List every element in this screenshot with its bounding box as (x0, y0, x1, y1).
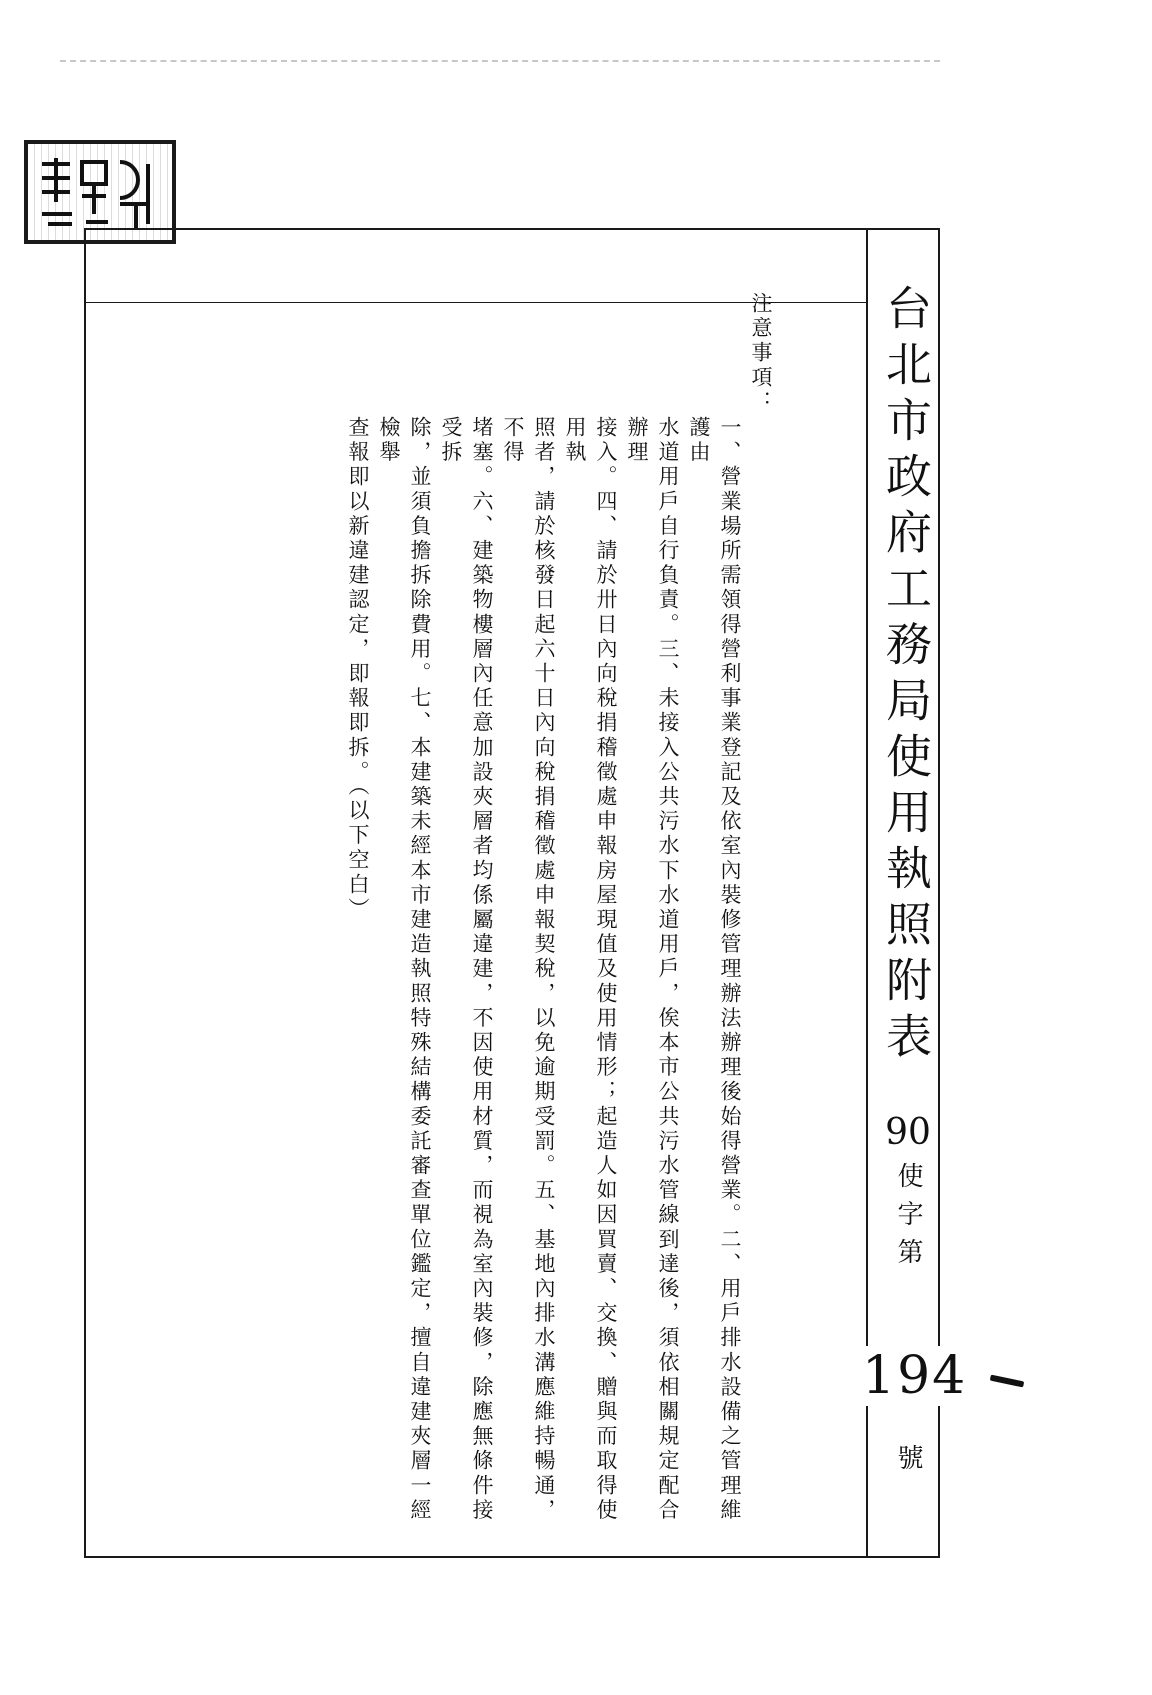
handwritten-mark (990, 1375, 1025, 1388)
notes-label: 注意事項： (749, 292, 773, 415)
permit-year: 90 (885, 1112, 931, 1153)
seal-glyph-graphic (28, 144, 172, 240)
notes-section (342, 292, 776, 1532)
notes-line: 一、營業場所需領得營利事業登記及依室內裝修管理辦法辦理後始得營業。二、用戶排水設備之管理維護由 (687, 416, 742, 1523)
document-title: 台北市政府工務局使用執照附表 (879, 284, 933, 1068)
scan-artifact-line (60, 60, 940, 62)
notes-line: 水道用戶自行負責。三、未接入公共污水下水道用戶，俟本市公共污水管線到達後，須依相關規定配合辦理 (625, 416, 680, 1523)
notes-line: 堵塞。六、建築物樓層內任意加設夾層者均係屬違建，不因使用材質，而視為室內裝修，除應無條件接受拆 (439, 416, 494, 1523)
permit-prefix: 使字第 (893, 1162, 923, 1276)
permit-suffix: 號 (893, 1444, 923, 1470)
notes-line: 查報即以新違建認定，即報即拆。（以下空白） (346, 416, 370, 923)
notes-line: 除，並須負擔拆除費用。七、本建築未經本市建造執照特殊結構委託審查單位鑑定，擅自違建夾層一經檢舉 (377, 416, 432, 1523)
permit-number: 194 (862, 1346, 968, 1406)
notes-line: 照者，請於核發日起六十日內向稅捐稽徵處申報契稅，以免逾期受罰。五、基地內排水溝應維持暢通，不得 (501, 416, 556, 1523)
notes-body (342, 292, 745, 1532)
notes-line: 接入。四、請於卅日內向稅捐稽徵處申報房屋現值及使用情形；起造人如因買賣、交換、贈與而取得使用執 (563, 416, 618, 1523)
